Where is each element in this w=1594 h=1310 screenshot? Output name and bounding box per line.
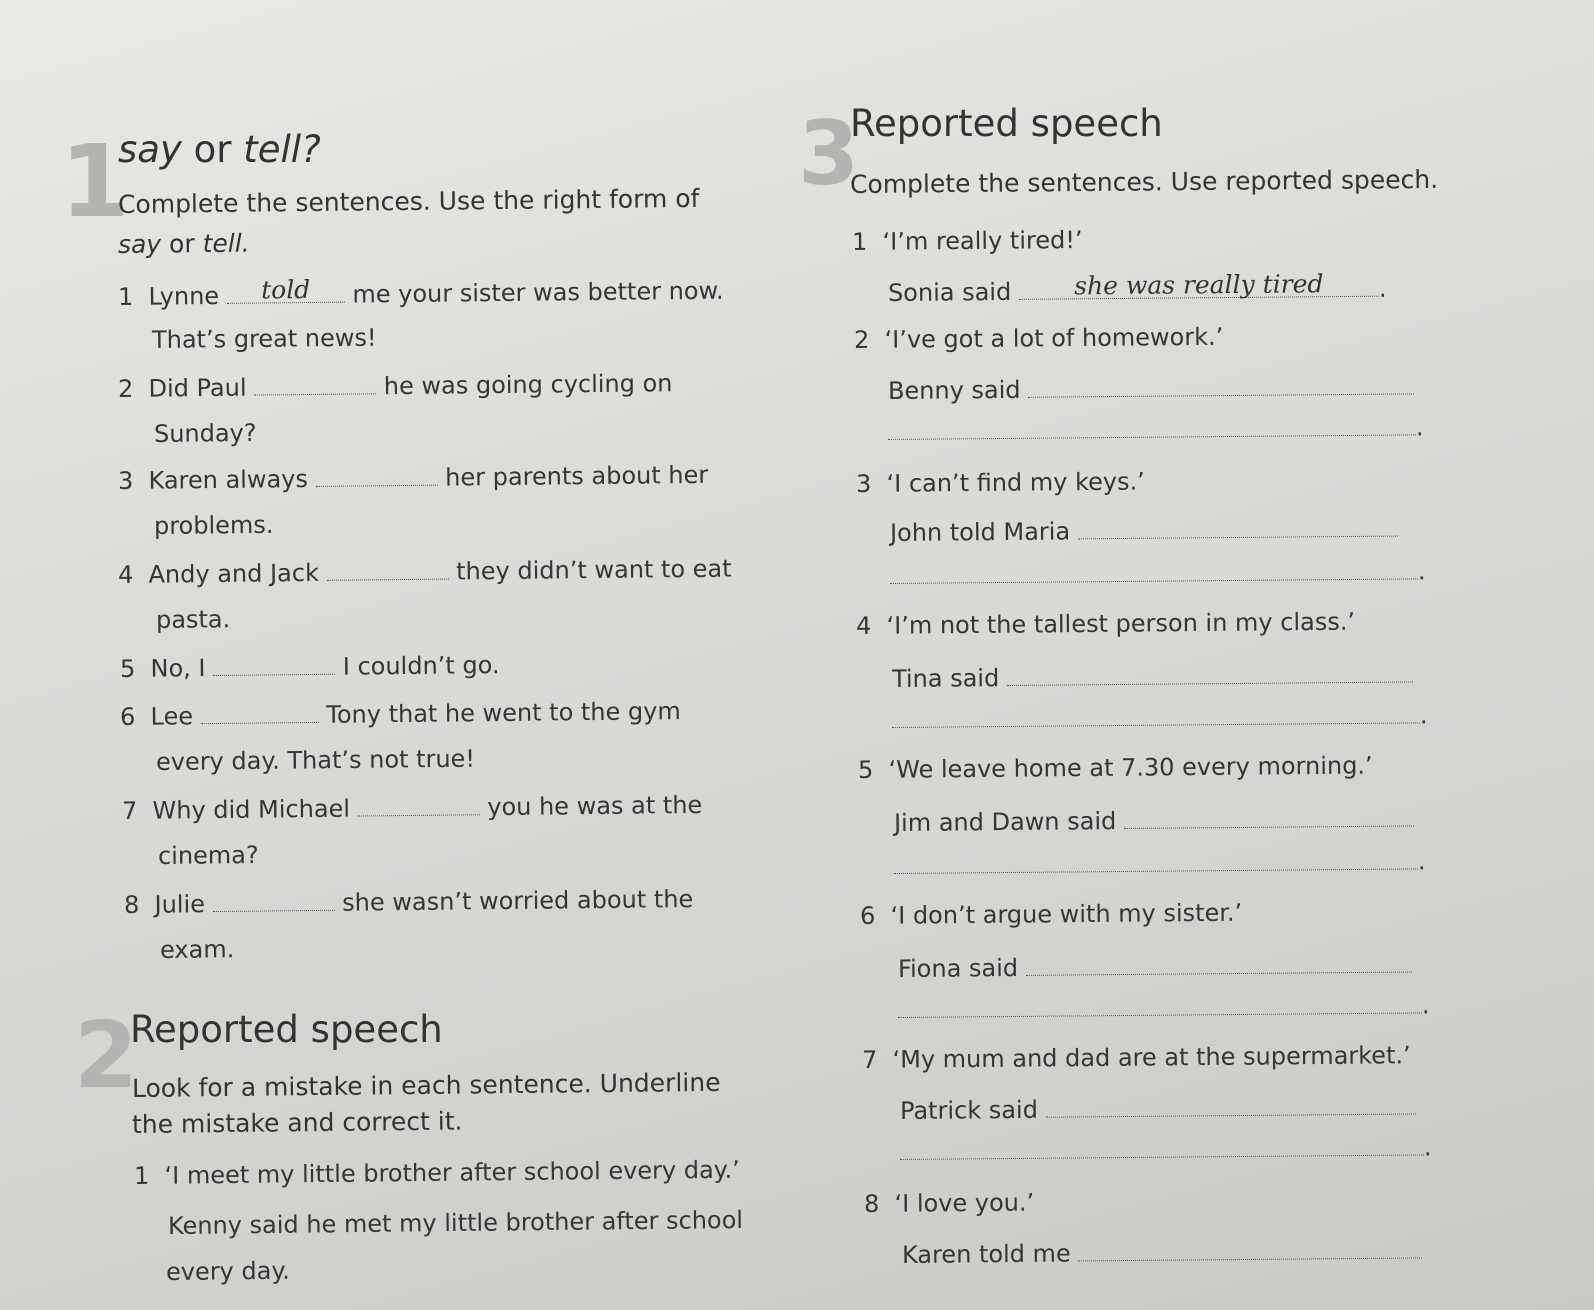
item-quote: ‘My mum and dad are at the supermarket.’ (892, 1041, 1411, 1074)
answer-blank[interactable] (1019, 269, 1379, 301)
item-quote: ‘I can’t find my keys.’ (886, 467, 1145, 498)
s2-item-1 (134, 1156, 740, 1190)
answer-blank[interactable] (254, 371, 376, 395)
answer-blank[interactable] (1124, 803, 1414, 829)
period: . (1417, 847, 1426, 876)
answer-blank-continued[interactable] (894, 848, 1418, 874)
s3-item-6-continuation (898, 991, 1430, 1024)
item-text-after: me your sister was better now. (352, 276, 724, 309)
period: . (1419, 701, 1428, 730)
s1-item-2-line2: Sunday? (153, 418, 257, 448)
s3-item-2-answer-line (888, 371, 1414, 405)
s1-item-1-line2: That’s great news! (151, 323, 377, 354)
period: . (1423, 1133, 1432, 1162)
instr-say: say (117, 229, 162, 259)
answer-blank[interactable] (212, 888, 334, 912)
s3-item-5-continuation (894, 847, 1426, 880)
item-quote: ‘I’m not the tallest person in my class.’ (886, 607, 1356, 640)
section-2-instruction-line2: the mistake and correct it. (131, 1106, 463, 1139)
s1-item-8-line2: exam. (159, 935, 235, 964)
s3-item-2-quote (854, 323, 1224, 354)
item-text-before: Lee (150, 702, 194, 731)
answer-blank[interactable] (357, 792, 479, 816)
s1-item-7 (122, 790, 703, 825)
s2-item-1-line3: every day. (165, 1256, 290, 1286)
item-speaker: Fiona said (897, 953, 1019, 983)
item-text-before: No, I (150, 654, 206, 683)
period: . (1417, 557, 1426, 586)
s3-item-1-quote (852, 226, 1083, 256)
item-text-before: Andy and Jack (148, 558, 320, 589)
item-number: 7 (861, 1045, 878, 1074)
answer-blank[interactable] (227, 274, 345, 305)
answer-blank[interactable] (315, 463, 437, 487)
answer-blank[interactable] (1078, 514, 1398, 540)
section-3-number: 3 (798, 102, 860, 205)
s3-item-8-quote (864, 1189, 1034, 1218)
item-text-after: they didn’t want to eat (456, 554, 732, 586)
item-number: 1 (851, 227, 868, 256)
s3-item-8-answer-line (902, 1235, 1423, 1269)
s1-item-8 (124, 884, 694, 919)
period: . (1415, 413, 1424, 442)
period: . (1421, 991, 1430, 1020)
item-speaker: John told Maria (889, 517, 1071, 547)
item-number: 4 (855, 611, 872, 640)
section-1-instruction-line2 (118, 229, 250, 259)
s3-item-5-quote (858, 752, 1373, 784)
item-text-after: you he was at the (487, 790, 703, 822)
item-number: 4 (117, 560, 134, 589)
s1-item-4-line2: pasta. (155, 605, 231, 634)
answer-blank[interactable] (1078, 1235, 1422, 1261)
item-number: 6 (119, 702, 136, 731)
answer-blank[interactable] (213, 652, 335, 676)
title-or: or (181, 128, 244, 171)
item-speaker: Karen told me (901, 1239, 1071, 1269)
answer-blank[interactable] (1045, 1092, 1415, 1118)
answer-blank[interactable] (201, 700, 319, 724)
answer-blank[interactable] (1026, 950, 1412, 976)
answer-blank[interactable] (1028, 371, 1414, 397)
item-text-after: I couldn’t go. (342, 651, 500, 681)
item-text-before: Julie (154, 890, 206, 919)
answer-blank-continued[interactable] (892, 702, 1420, 728)
answer-blank-continued[interactable] (888, 414, 1416, 440)
item-number: 5 (857, 755, 874, 784)
instr-tell: tell. (202, 228, 250, 259)
item-speaker: Sonia said (887, 277, 1012, 307)
s1-item-1 (118, 276, 724, 311)
s3-item-4-quote (856, 608, 1355, 640)
section-2-instruction-line1: Look for a mistake in each sentence. Underline (131, 1067, 721, 1103)
s1-item-3 (118, 460, 708, 495)
item-quote: ‘We leave home at 7.30 every morning.’ (888, 751, 1373, 784)
s1-item-4 (118, 554, 732, 589)
item-quote: ‘I don’t argue with my sister.’ (890, 898, 1243, 930)
item-quote: ‘I love you.’ (894, 1188, 1035, 1218)
s3-item-3-continuation (890, 557, 1426, 590)
item-speaker: Tina said (891, 664, 1000, 693)
s3-item-7-continuation (900, 1133, 1432, 1166)
item-text-before: Did Paul (148, 373, 247, 403)
item-quote: ‘I’m really tired!’ (882, 225, 1083, 256)
answer-blank-continued[interactable] (900, 1134, 1424, 1160)
item-text-after: he was going cycling on (383, 369, 673, 401)
section-1-number: 1 (60, 123, 130, 240)
item-quote: ‘I’ve got a lot of homework.’ (884, 322, 1224, 354)
item-text-after: Tony that he went to the gym (326, 697, 681, 729)
title-say: say (118, 128, 182, 171)
item-text-before: Karen always (148, 465, 309, 495)
item-speaker: Jim and Dawn said (893, 807, 1117, 837)
s3-item-6-quote (860, 899, 1242, 930)
item-text-before: Why did Michael (152, 794, 351, 825)
item-speaker: Patrick said (899, 1095, 1039, 1125)
item-speaker: Benny said (887, 375, 1021, 405)
item-number: 3 (117, 466, 134, 495)
answer-blank-continued[interactable] (898, 992, 1422, 1018)
answer-blank[interactable] (1007, 659, 1413, 686)
s3-item-1-answer-line (887, 269, 1387, 307)
section-3-instruction: Complete the sentences. Use reported speech. (849, 164, 1439, 199)
handwritten-answer: told (260, 274, 311, 305)
s1-item-3-line2: problems. (153, 510, 274, 540)
period: . (1378, 274, 1387, 303)
s1-item-5 (120, 650, 500, 683)
item-number: 8 (123, 890, 140, 919)
item-number: 2 (117, 374, 134, 403)
item-quote: ‘I meet my little brother after school every day.’ (164, 1155, 740, 1190)
s3-item-3-answer-line (890, 514, 1398, 547)
item-number: 5 (119, 654, 136, 683)
title-tell: tell? (243, 128, 321, 171)
item-number: 6 (859, 901, 876, 930)
section-1-instruction-line1: Complete the sentences. Use the right form of (117, 183, 700, 219)
s3-item-2-continuation (888, 413, 1424, 446)
s3-item-6-answer-line (898, 950, 1412, 983)
s3-item-7-quote (862, 1041, 1411, 1074)
s2-item-1-line2: Kenny said he met my little brother after school (167, 1205, 744, 1240)
item-number: 8 (863, 1189, 880, 1218)
section-3-title: Reported speech (850, 102, 1163, 145)
s1-item-7-line2: cinema? (157, 840, 259, 870)
s1-item-2 (118, 368, 673, 403)
s3-item-4-continuation (892, 701, 1428, 734)
item-number: 3 (855, 469, 872, 498)
item-number: 1 (133, 1161, 150, 1190)
handwritten-answer: she was really tired (1074, 269, 1324, 301)
answer-blank[interactable] (326, 557, 448, 581)
s3-item-3-quote (856, 467, 1145, 498)
s3-item-5-answer-line (894, 803, 1414, 837)
instr-or: or (160, 229, 203, 259)
item-text-after: she wasn’t worried about the (342, 885, 694, 917)
item-number: 2 (853, 325, 870, 354)
s1-item-6 (120, 696, 681, 731)
item-text-after: her parents about her (445, 460, 709, 492)
s3-item-4-answer-line (892, 659, 1413, 693)
s3-item-7-answer-line (900, 1092, 1416, 1125)
section-2-number: 2 (74, 1002, 139, 1109)
section-1-title (118, 128, 321, 171)
item-text-before: Lynne (148, 281, 220, 311)
section-2-title: Reported speech (130, 1008, 443, 1051)
item-number: 7 (121, 796, 138, 825)
item-number: 1 (117, 282, 134, 311)
answer-blank-continued[interactable] (890, 558, 1418, 584)
s1-item-6-line2: every day. That’s not true! (155, 744, 476, 776)
